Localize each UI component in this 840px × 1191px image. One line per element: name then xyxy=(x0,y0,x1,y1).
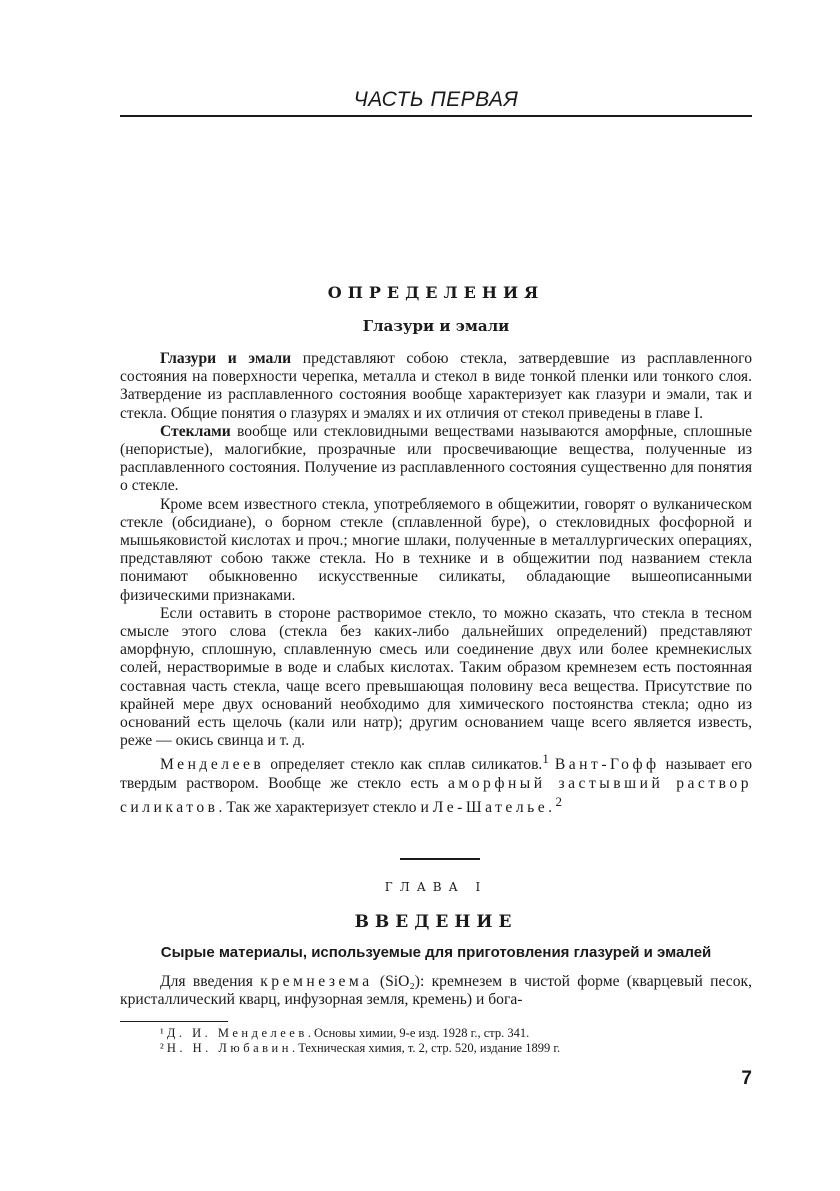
body-text xyxy=(120,350,752,817)
paragraph-text: определяет стекло как сплав силикатов. xyxy=(264,756,543,774)
paragraph-text: Для введения xyxy=(160,973,261,990)
chapter-subtitle: Сырые материалы, используемые для приготовления глазурей и эмалей xyxy=(160,944,712,961)
running-head: ЧАСТЬ ПЕРВАЯ xyxy=(353,88,519,111)
footnotes xyxy=(160,1026,750,1056)
footnote-rule xyxy=(120,1021,228,1022)
chapter-label: ГЛАВА I xyxy=(384,880,488,894)
footnote-1 xyxy=(160,1026,750,1041)
subsection-title: Глазури и эмали xyxy=(362,317,510,335)
footnote-text: . Техническая химия, т. 2, стр. 520, издание 1899 г. xyxy=(291,1041,561,1055)
footnote-number: ² xyxy=(160,1041,164,1055)
footnote-author: Н. Н. Любавин xyxy=(166,1041,292,1055)
paragraph-2 xyxy=(120,423,752,496)
footnote-author: Д. И. Менделеев xyxy=(166,1026,308,1040)
paragraph-text: называет его твердым раствором. Вообще же стекло есть xyxy=(120,756,753,792)
section-separator xyxy=(400,858,480,860)
term-bold: Стеклами xyxy=(160,422,231,440)
footnote-text: . Основы химии, 9-е изд. 1928 г., стр. 341. xyxy=(307,1026,530,1040)
paragraph-1 xyxy=(120,350,752,423)
author-name-end: е. xyxy=(537,799,556,817)
paragraph-text: (SiO₂): кремнезем в чистой форме (кварцевый песок, кристаллический кварц, инфузорная земля, кремень) и бога- xyxy=(120,973,752,1009)
paragraph-text: вообще или стекловидными веществами называются аморфные, сплошные (непористые), малогибкие, прозрачные или просвечивающие вещества, полученные из расплавленного состояния. Получение из расплавленного состояния существенно для понятия о стекле. xyxy=(120,422,752,495)
paragraph-4: Если оставить в стороне растворимое стекло, то можно сказать, что стекла в тесном смысле этого слова (стекла без каких-либо дальнейших определений) представляют аморфную, сплошную, сплавленную смесь или соединение двух или более кремнекислых солей, нерастворимые в воде и слабых кислотах. Таким образом кремнезем есть постоянная составная часть стекла, чаще всего превышающая половину веса вещества. Присутствие по крайней мере двух оснований необходимо для химического постоянства стекла; одно из оснований есть щелочь (кали или натр); другим основанием чаще всего является известь, реже — окись свинца и т. д. xyxy=(120,604,752,750)
section-title: ОПРЕДЕЛЕНИЯ xyxy=(327,283,545,302)
header-rule xyxy=(120,115,752,117)
paragraph-text: представляют собою стекла, затвердевшие из расплавленного состояния на поверхности черепка, металла и стекол в виде тонкой пленки или тонкого слоя. Затвердение из расплавленного состояния вообще характеризует как глазури и эмали, так и стекла. Общие понятия о глазурях и эмалях и их отличия от стекол приведены в главе I. xyxy=(120,350,752,422)
paragraph-text: . Так же характеризует стекло и xyxy=(218,799,433,817)
paragraph-3: Кроме всем известного стекла, употребляемого в общежитии, говорят о вулканическом стекле (обсидиане), о борном стекле (сплавленной буре), о стекловидных фосфорной и мышьяковистой кислотах и проч.; многие шлаки, полученные в металлургических операциях, представляют собою также стекла. Но в технике и в общежитии под названием стекла понимают обыкновенно искусственные силикаты, обладающие вышеописанными физическими признаками. xyxy=(120,495,752,604)
footnote-2 xyxy=(160,1041,750,1056)
author-name: Ле-Шатель xyxy=(432,799,538,817)
footnote-ref: 1 xyxy=(542,751,549,767)
chapter-paragraph xyxy=(120,973,752,1009)
footnote-number: ¹ xyxy=(160,1026,164,1040)
paragraph-5 xyxy=(120,750,752,817)
chapter-body xyxy=(120,973,752,1009)
chapter-title: ВВЕДЕНИЕ xyxy=(354,912,518,932)
term-bold: Глазури и эмали xyxy=(160,350,292,367)
author-name: Менделеев xyxy=(160,756,265,774)
emphasis-spaced: аморфный застывший раствор силикатов xyxy=(120,774,752,817)
author-name: Вант-Гофф xyxy=(554,756,660,774)
page-number: 7 xyxy=(741,1068,752,1089)
emphasis-spaced: кремнезема xyxy=(260,973,373,990)
footnote-ref: 2 xyxy=(555,794,563,810)
